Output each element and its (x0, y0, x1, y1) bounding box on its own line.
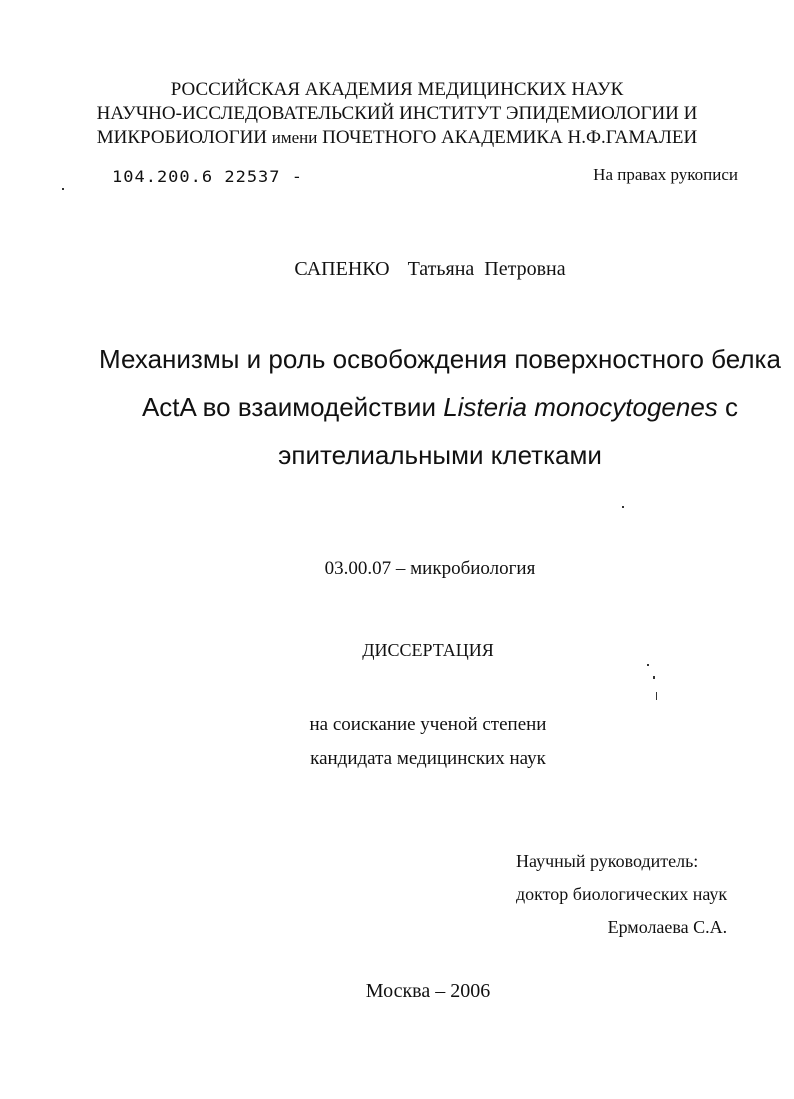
scan-speck (62, 188, 64, 190)
specialty-code: 03.00.07 – микробиология (324, 558, 536, 579)
city-year: Москва – 2006 (365, 980, 491, 1002)
header-line-2: НАУЧНО-ИССЛЕДОВАТЕЛЬСКИЙ ИНСТИТУТ ЭПИДЕМИОЛОГИИ И (96, 103, 698, 124)
author-given-names: Татьяна Петровна (407, 258, 566, 280)
supervisor-name: Ермолаева С.А. (607, 917, 728, 937)
scan-speck (653, 676, 655, 679)
header-line-3-b: имени (271, 128, 318, 147)
degree-line-2: кандидата медицинских наук (310, 748, 546, 769)
supervisor-block (516, 845, 727, 944)
institution-header (0, 78, 794, 150)
scan-speck (647, 664, 649, 666)
rights-note: На правах рукописи (593, 165, 738, 184)
degree-line-1: на соискание ученой степени (309, 714, 547, 735)
title-italic-species: Listeria monocytogenes (443, 392, 718, 422)
header-line-3 (0, 126, 794, 150)
header-line-3-a: МИКРОБИОЛОГИИ (96, 127, 272, 148)
header-line-1: РОССИЙСКАЯ АКАДЕМИЯ МЕДИЦИНСКИХ НАУК (170, 79, 624, 100)
supervisor-degree: доктор биологических наук (516, 884, 728, 904)
stamp-number: 104.200.6 22537 - (112, 167, 303, 187)
header-line-3-c: ПОЧЕТНОГО АКАДЕМИКА Н.Ф.ГАМАЛЕИ (317, 127, 698, 148)
document-type: ДИССЕРТАЦИЯ (362, 640, 494, 660)
scan-speck (622, 506, 624, 508)
title-part-1: Механизмы и роль освобождения поверхностного белка ActA во взаимодействии (99, 344, 781, 422)
supervisor-label: Научный руководитель: (516, 851, 699, 871)
degree-text (0, 708, 794, 776)
author-surname: САПЕНКО (294, 258, 390, 280)
title-part-2: с эпителиальными клетками (278, 392, 739, 470)
author-name (0, 258, 794, 281)
scan-speck (656, 692, 657, 700)
dissertation-title (80, 335, 794, 479)
